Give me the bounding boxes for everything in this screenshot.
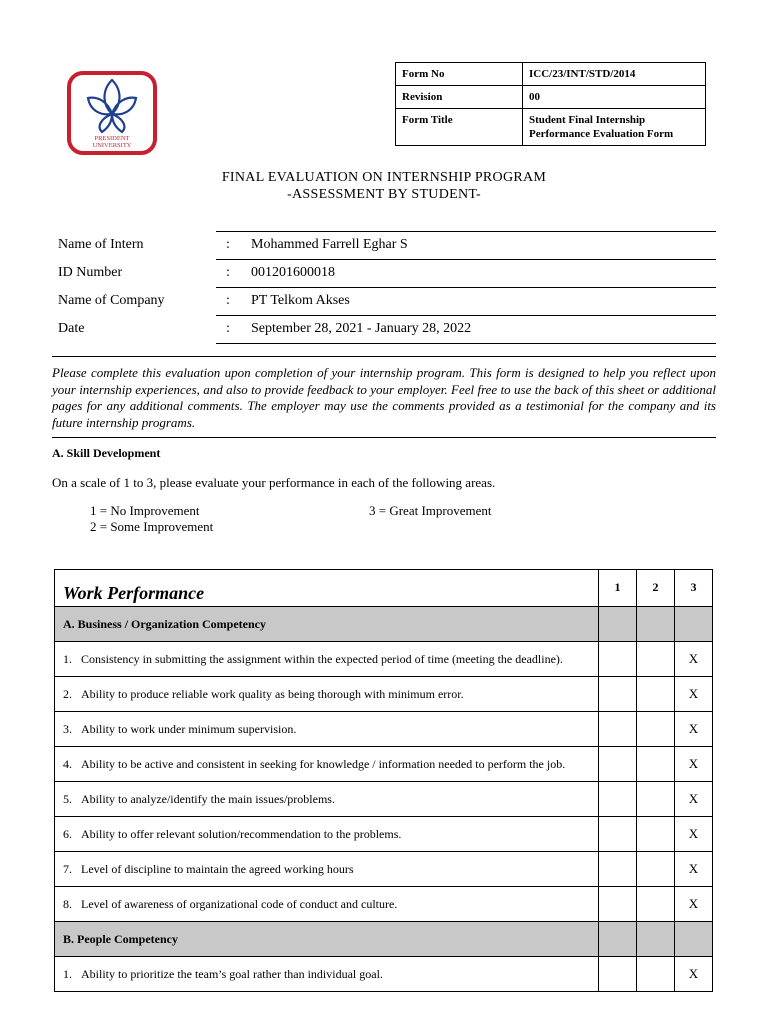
criterion-text: Ability to work under minimum supervision.: [81, 721, 297, 736]
table-row: [55, 642, 713, 677]
score-cell: X: [675, 782, 713, 817]
criterion-text: Level of awareness of organizational code of conduct and culture.: [81, 896, 398, 911]
score-cell: X: [675, 747, 713, 782]
page-subtitle: -ASSESSMENT BY STUDENT-: [287, 187, 481, 202]
category-row: [55, 922, 713, 957]
table-row: [55, 677, 713, 712]
score-cell: X: [675, 817, 713, 852]
criterion-number: 1.: [63, 651, 72, 666]
table-row: [55, 817, 713, 852]
score-cell: [599, 817, 637, 852]
score-cell: [599, 852, 637, 887]
score-cell: [637, 747, 675, 782]
score-cell: [599, 957, 637, 992]
criterion-text: Level of discipline to maintain the agreed working hours: [81, 861, 354, 876]
category-label: A. Business / Organization Competency: [55, 607, 599, 642]
id-number-row: [52, 259, 716, 287]
separator: :: [226, 265, 230, 280]
criterion-number: 3.: [63, 721, 72, 736]
table-row: [55, 712, 713, 747]
score-cell: [637, 607, 675, 642]
company-row: [52, 287, 716, 315]
criterion-cell: [55, 747, 599, 782]
form-info-table: [395, 62, 706, 146]
criterion-text: Ability to analyze/identify the main issues/problems.: [81, 791, 335, 806]
score-cell: X: [675, 852, 713, 887]
form-info-label: Form Title: [396, 109, 523, 146]
category-row: [55, 607, 713, 642]
score-cell: [599, 747, 637, 782]
score-cell: [599, 677, 637, 712]
score-cell: X: [675, 677, 713, 712]
score-cell: [637, 922, 675, 957]
score-cell: [637, 677, 675, 712]
criterion-text: Ability to prioritize the team’s goal rather than individual goal.: [81, 966, 383, 981]
intern-name-label: Name of Intern: [58, 237, 144, 252]
scale-item: 2 = Some Improvement: [90, 519, 214, 534]
criterion-number: 1.: [63, 966, 72, 981]
criterion-text: Ability to offer relevant solution/recommendation to the problems.: [81, 826, 402, 841]
criterion-number: 4.: [63, 756, 72, 771]
date-value: September 28, 2021 - January 28, 2022: [251, 321, 472, 336]
form-info-value: Student Final Internship Performance Evaluation Form: [523, 109, 706, 146]
score-cell: [637, 817, 675, 852]
criterion-number: 8.: [63, 896, 72, 911]
id-number-label: ID Number: [58, 265, 123, 280]
criterion-cell: [55, 817, 599, 852]
criterion-cell: [55, 677, 599, 712]
logo-line2: UNIVERSITY: [92, 142, 132, 149]
separator: :: [226, 321, 230, 336]
form-info-row: [396, 109, 706, 146]
logo-emblem-icon: [66, 70, 158, 156]
separator: :: [226, 293, 230, 308]
score-cell: [599, 607, 637, 642]
score-cell: [599, 887, 637, 922]
date-row: [52, 315, 716, 343]
score-cell: X: [675, 712, 713, 747]
score-cell: [599, 922, 637, 957]
scale-item: 1 = No Improvement: [90, 503, 200, 518]
scale-item: 3 = Great Improvement: [369, 503, 492, 518]
form-info-value: ICC/23/INT/STD/2014: [523, 63, 706, 86]
score-cell: [675, 607, 713, 642]
form-info-row: [396, 63, 706, 86]
table-header-row: [55, 570, 713, 607]
work-performance-table: [54, 569, 713, 992]
intro-paragraph: Please complete this evaluation upon completion of your internship program. This form is designed to help you reflect upon your internship experiences, and also to provide feedback to your employer. Feel free to use the back of this sheet or additional pages for any additional comments. The employer may use the comments provided as a testimonial for the company and its future internship programs.: [52, 356, 716, 438]
table-row: [55, 852, 713, 887]
scale-instruction: On a scale of 1 to 3, please evaluate your performance in each of the following areas.: [52, 475, 496, 490]
page-title: FINAL EVALUATION ON INTERNSHIP PROGRAM: [221, 170, 547, 185]
form-info-value: 00: [523, 86, 706, 109]
table-row: [55, 747, 713, 782]
table-row: [55, 782, 713, 817]
table-title: Work Performance: [55, 570, 599, 607]
score-cell: [637, 782, 675, 817]
score-cell: [599, 782, 637, 817]
id-number-value: 001201600018: [251, 265, 335, 280]
score-cell: [599, 712, 637, 747]
column-header: 3: [675, 570, 713, 607]
score-cell: X: [675, 887, 713, 922]
criterion-number: 2.: [63, 686, 72, 701]
separator: :: [226, 237, 230, 252]
criterion-cell: [55, 642, 599, 677]
criterion-text: Ability to produce reliable work quality as being thorough with minimum error.: [81, 686, 464, 701]
score-cell: X: [675, 642, 713, 677]
score-cell: X: [675, 957, 713, 992]
table-row: [55, 957, 713, 992]
intern-name-row: [52, 231, 716, 259]
criterion-cell: [55, 712, 599, 747]
criterion-number: 7.: [63, 861, 72, 876]
table-row: [55, 887, 713, 922]
president-university-logo: [66, 70, 158, 156]
criterion-text: Consistency in submitting the assignment within the expected period of time (meeting the deadline).: [81, 651, 563, 666]
form-info-row: [396, 86, 706, 109]
score-cell: [637, 887, 675, 922]
score-cell: [637, 642, 675, 677]
date-label: Date: [58, 321, 85, 336]
criterion-cell: [55, 782, 599, 817]
score-cell: [637, 852, 675, 887]
criterion-cell: [55, 957, 599, 992]
section-heading: A. Skill Development: [52, 446, 161, 460]
criterion-text: Ability to be active and consistent in seeking for knowledge / information needed to perform the job.: [81, 756, 566, 771]
company-label: Name of Company: [58, 293, 165, 308]
criterion-number: 5.: [63, 791, 72, 806]
intern-name-value: Mohammed Farrell Eghar S: [251, 237, 408, 252]
form-info-label: Revision: [396, 86, 523, 109]
company-value: PT Telkom Akses: [251, 293, 350, 308]
criterion-number: 6.: [63, 826, 72, 841]
column-header: 1: [599, 570, 637, 607]
category-label: B. People Competency: [55, 922, 599, 957]
logo-line1: PRESIDENT: [94, 135, 130, 142]
criterion-cell: [55, 887, 599, 922]
criterion-cell: [55, 852, 599, 887]
score-cell: [675, 922, 713, 957]
column-header: 2: [637, 570, 675, 607]
score-cell: [599, 642, 637, 677]
form-info-label: Form No: [396, 63, 523, 86]
score-cell: [637, 957, 675, 992]
score-cell: [637, 712, 675, 747]
